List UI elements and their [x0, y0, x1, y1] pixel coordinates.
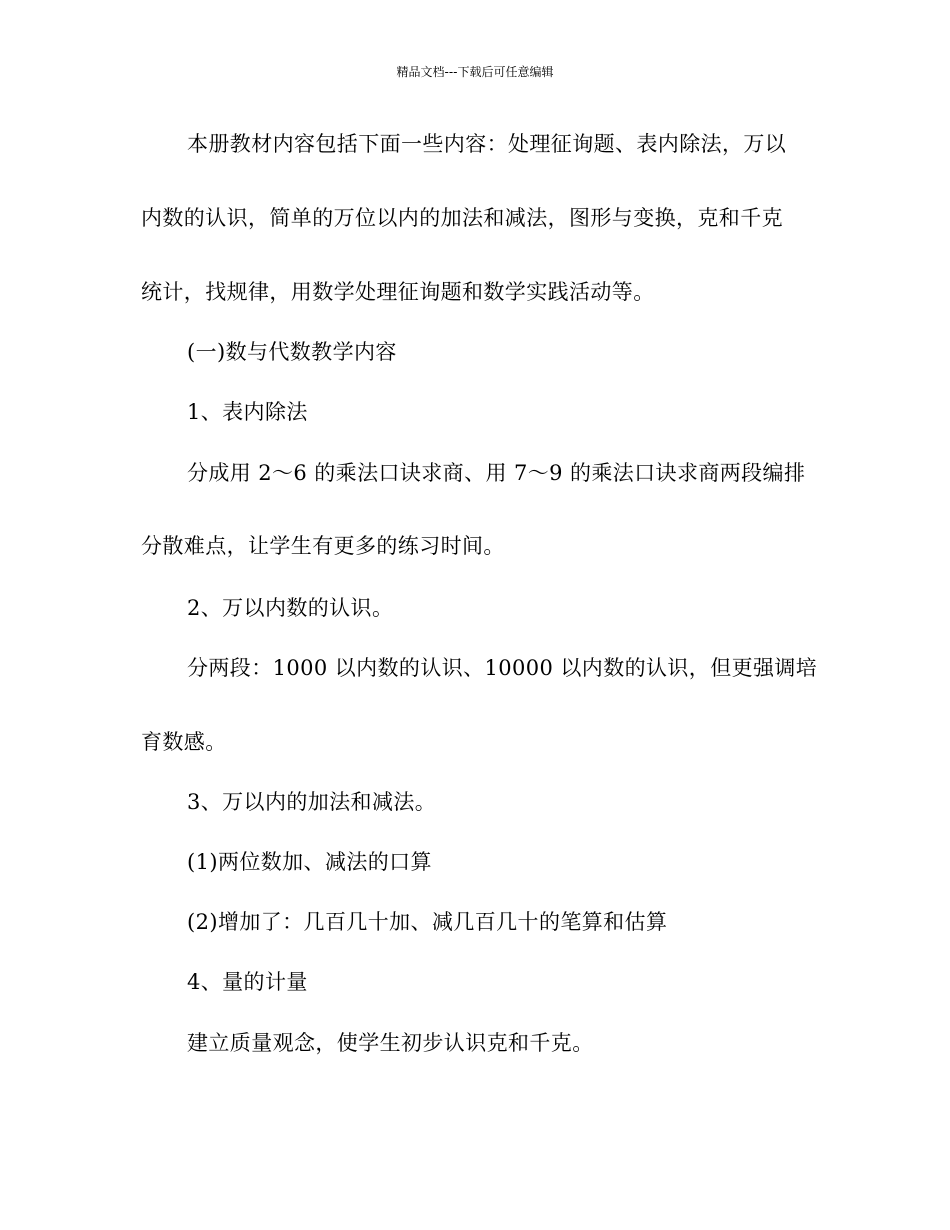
- paragraph-line: 分散难点，让学生有更多的练习时间。: [141, 534, 505, 558]
- paragraph-line: 本册教材内容包括下面一些内容：处理征询题、表内除法，万以: [187, 132, 787, 156]
- paragraph-line: 统计，找规律，用数学处理征询题和数学实践活动等。: [141, 280, 655, 304]
- subsection-heading: 4、量的计量: [187, 970, 308, 994]
- section-heading: (一)数与代数教学内容: [187, 340, 397, 364]
- subsection-heading: 3、万以内的加法和减法。: [187, 790, 437, 814]
- subsection-heading: 1、表内除法: [187, 400, 308, 424]
- subsection-heading: 2、万以内数的认识。: [187, 596, 394, 620]
- list-item: (1)两位数加、减法的口算: [187, 850, 432, 874]
- paragraph-line: 分成用 2～6 的乘法口诀求商、用 7～9 的乘法口诀求商两段编排: [187, 461, 806, 485]
- list-item: (2)增加了：几百几十加、减几百几十的笔算和估算: [187, 910, 668, 934]
- paragraph-line: 育数感。: [141, 730, 227, 754]
- paragraph-line: 分两段：1000 以内数的认识、10000 以内数的认识，但更强调培: [187, 656, 818, 680]
- paragraph-line: 建立质量观念，使学生初步认识克和千克。: [187, 1031, 594, 1055]
- page-header: 精品文档---下载后可任意编辑: [396, 65, 554, 79]
- paragraph-line: 内数的认识，简单的万位以内的加法和减法，图形与变换，克和千克: [141, 206, 783, 230]
